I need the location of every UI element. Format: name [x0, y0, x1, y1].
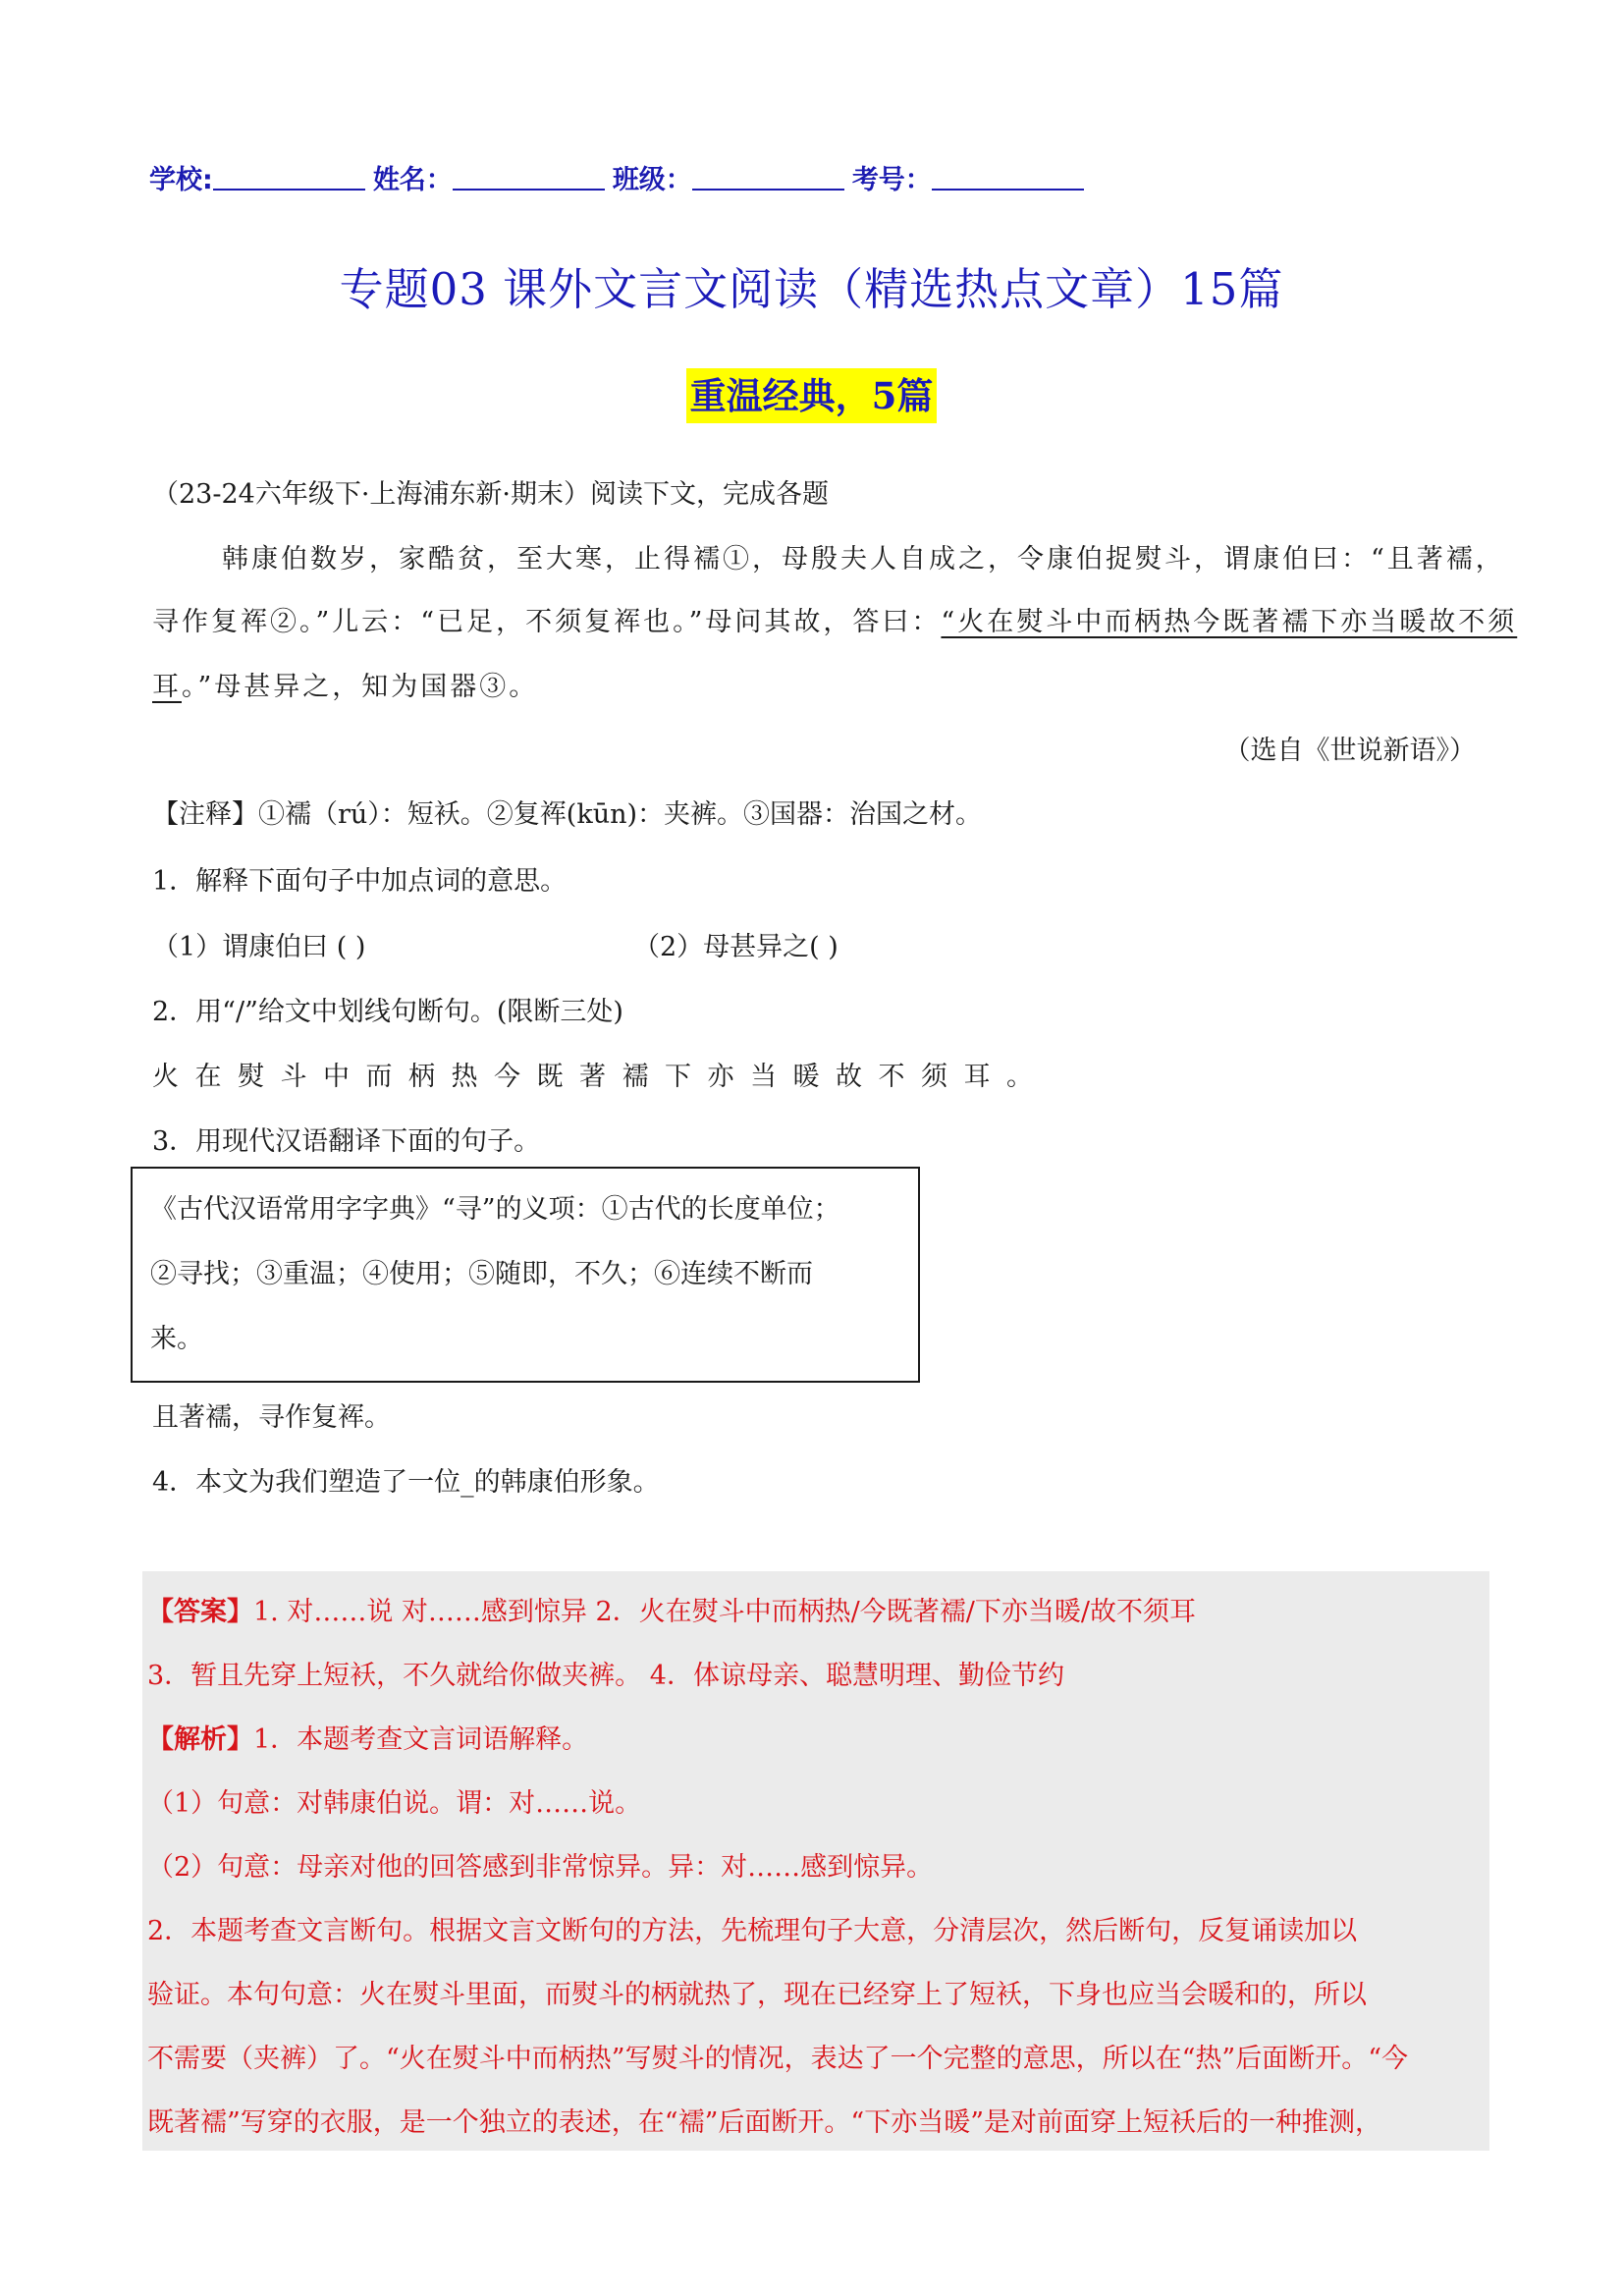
question-2: 2．用“/”给文中划线句断句。(限断三处) [152, 997, 623, 1027]
passage-line-2 [152, 603, 1517, 642]
analysis-line-1-text: 1．本题考查文言词语解释。 [253, 1724, 589, 1755]
class-label: 班级： [612, 165, 692, 195]
passage-source: （选自《世说新语》） [1223, 736, 1476, 766]
analysis-line-7: 既著襦”写穿的衣服，是一个独立的表述，在“襦”后面断开。“下亦当暖”是对前面穿上短袄后的一种推测， [147, 2107, 1382, 2138]
analysis-line-1 [147, 1721, 588, 1760]
school-blank [213, 189, 365, 191]
class-blank [692, 189, 844, 191]
notes: 【注释】①襦（rú）：短袄。②复裈(kūn)：夹裤。③国器：治国之材。 [152, 799, 983, 830]
analysis-line-2: （1）句意：对韩康伯说。谓：对……说。 [147, 1788, 642, 1819]
answer-line-2: 3．暂且先穿上短袄，不久就给你做夹裤。 4．体谅母亲、聪慧明理、勤俭节约 [147, 1661, 1064, 1691]
student-info-line [149, 157, 1092, 196]
answer-line-1-text: 1. 对……说 对……感到惊异 2．火在熨斗中而柄热/今既著襦/下亦当暖/故不须耳 [253, 1597, 1196, 1627]
analysis-line-5: 验证。本句句意：火在熨斗里面，而熨斗的柄就热了，现在已经穿上了短袄，下身也应当会暖和的，所以 [147, 1980, 1367, 2010]
question-2-text: 火在熨斗中而柄热今既著襦下亦当暖故不须耳。 [152, 1062, 1050, 1092]
school-label: 学校: [149, 165, 213, 195]
answer-tag: 【答案】 [147, 1597, 253, 1627]
dictionary-line-2: ②寻找；③重温；④使用；⑤随即，不久；⑥连续不断而 [150, 1259, 813, 1289]
passage-line-3 [152, 668, 538, 707]
question-1: 1．解释下面句子中加点词的意思。 [152, 866, 568, 897]
exam-number-label: 考号： [851, 165, 932, 195]
analysis-tag: 【解析】 [147, 1724, 253, 1755]
question-4: 4．本文为我们塑造了一位_的韩康伯形象。 [152, 1467, 660, 1498]
underlined-sentence-part-1: “火在熨斗中而柄热今既著襦下亦当暖故不须 [941, 607, 1518, 637]
dictionary-box [131, 1167, 920, 1383]
passage-line-2-text: 寻作复裈②。”儿云：“已足，不须复裈也。”母问其故，答曰： [152, 607, 942, 637]
analysis-line-4: 2．本题考查文言断句。根据文言文断句的方法，先梳理句子大意，分清层次，然后断句，反复诵读加以 [147, 1916, 1358, 1946]
underlined-sentence-part-2: 耳 [152, 672, 182, 702]
page-title: 专题03 课外文言文阅读（精选热点文章）15篇 [339, 263, 1284, 315]
question-3-sentence: 且著襦，寻作复裈。 [152, 1402, 391, 1433]
passage-line-3-text: 。”母甚异之，知为国器③。 [182, 672, 539, 702]
name-label: 姓名： [372, 165, 453, 195]
question-1-item-2: （2）母甚异之( ) [633, 932, 839, 962]
subtitle-wrap [0, 368, 1623, 423]
exam-number-blank [932, 189, 1084, 191]
dictionary-line-1: 《古代汉语常用字字典》“寻”的义项：①古代的长度单位； [150, 1194, 840, 1225]
passage-line-1: 韩康伯数岁，家酷贫，至大寒，止得襦①，母殷夫人自成之，令康伯捉熨斗，谓康伯曰：“且著襦， [222, 544, 1505, 574]
question-1-item-1: （1）谓康伯曰 ( ) [152, 932, 366, 962]
question-3: 3．用现代汉语翻译下面的句子。 [152, 1126, 541, 1157]
answer-line-1 [147, 1593, 1196, 1632]
section-subtitle: 重温经典，5篇 [686, 368, 938, 423]
source-intro: （23-24六年级下·上海浦东新·期末）阅读下文，完成各题 [152, 479, 829, 510]
name-blank [453, 189, 605, 191]
analysis-line-6: 不需要（夹裤）了。“火在熨斗中而柄热”写熨斗的情况，表达了一个完整的意思，所以在“热”后面断开。“今 [147, 2044, 1409, 2074]
analysis-line-3: （2）句意：母亲对他的回答感到非常惊异。异：对……感到惊异。 [147, 1852, 934, 1883]
dictionary-line-3: 来。 [150, 1324, 203, 1354]
